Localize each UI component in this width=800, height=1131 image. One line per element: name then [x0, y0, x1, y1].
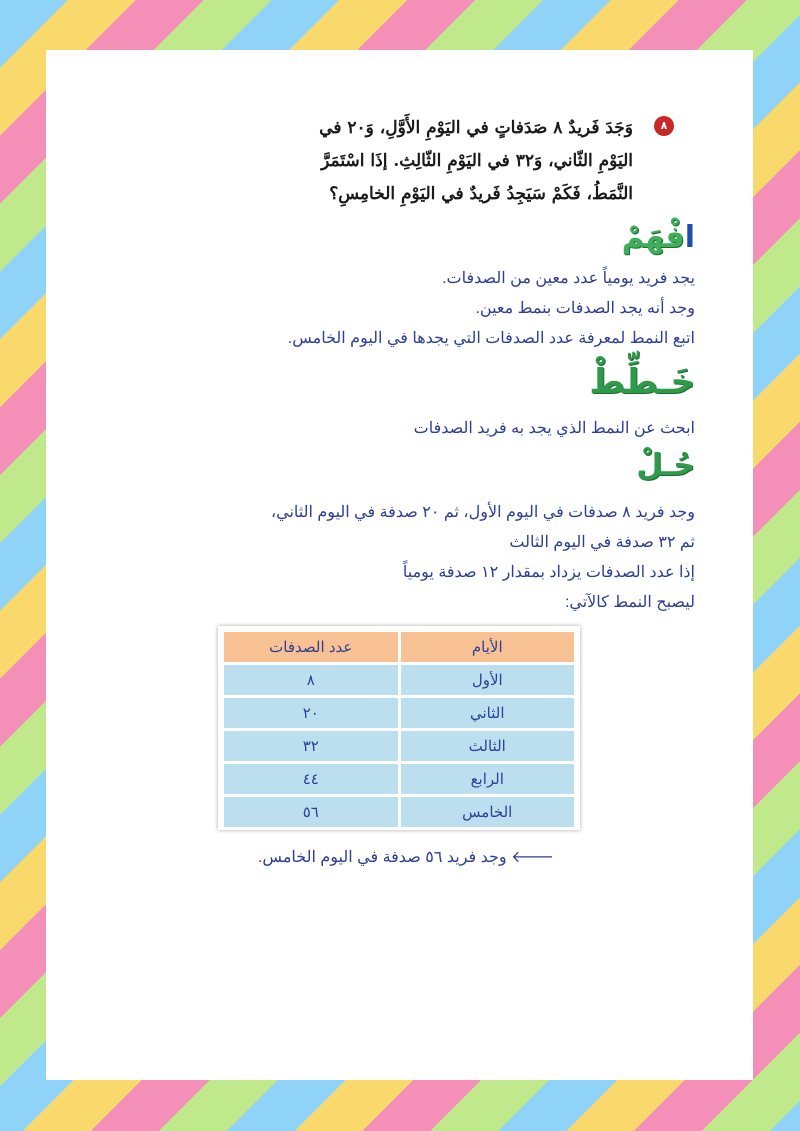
- plan-text: [75, 414, 695, 444]
- day-cell: الثاني: [401, 698, 575, 728]
- text-line: وجد أنه يجد الصدفات بنمط معين.: [475, 300, 695, 317]
- day-cell: الرابع: [401, 764, 575, 794]
- problem-line: وَجَدَ فَريدٌ ٨ صَدَفاتٍ في اليَوْمِ الأَوَّلِ، وَ٢٠ في: [319, 118, 633, 138]
- header-days: الأيام: [401, 632, 575, 662]
- problem-line: اليَوْمِ الثّاني، وَ٣٢ في اليَوْمِ الثّالِثِ. إذَا اسْتَمَرَّ: [321, 151, 633, 171]
- text-line: يجد فريد يومياً عدد معين من الصدفات.: [442, 270, 695, 287]
- understand-heading-first: ا: [684, 220, 695, 255]
- text-line: ثم ٣٢ صدفة في اليوم الثالث: [509, 534, 695, 551]
- table-row: [224, 797, 574, 827]
- plan-heading: خَـطِّطْ: [589, 362, 695, 402]
- understand-heading: [622, 220, 695, 255]
- solve-text: [75, 498, 695, 618]
- text-line: ليصبح النمط كالآتي:: [564, 594, 695, 611]
- text-line: ابحث عن النمط الذي يجد به فريد الصدفات: [413, 420, 695, 437]
- header-shell-count: عدد الصدفات: [224, 632, 398, 662]
- solve-heading: حُـلْ: [636, 448, 695, 483]
- table-row: [224, 764, 574, 794]
- arrow-left-icon: 🡐: [511, 849, 554, 866]
- table-row: [224, 731, 574, 761]
- table-row: [224, 698, 574, 728]
- worksheet-page: [46, 50, 753, 1080]
- count-cell: ٨: [224, 665, 398, 695]
- text-line: إذا عدد الصدفات يزداد بمقدار ١٢ صدفة يومياً: [402, 564, 695, 581]
- day-cell: الخامس: [401, 797, 575, 827]
- day-cell: الثالث: [401, 731, 575, 761]
- count-cell: ٥٦: [224, 797, 398, 827]
- pattern-table: [218, 626, 580, 830]
- conclusion: [246, 846, 566, 867]
- table-row: [224, 665, 574, 695]
- conclusion-text: وجد فريد ٥٦ صدفة في اليوم الخامس.: [257, 849, 507, 866]
- count-cell: ٢٠: [224, 698, 398, 728]
- text-line: وجد فريد ٨ صدفات في اليوم الأول، ثم ٢٠ صدفة في اليوم الثاني،: [270, 504, 695, 521]
- count-cell: ٤٤: [224, 764, 398, 794]
- text-line: اتبع النمط لمعرفة عدد الصدفات التي يجدها في اليوم الخامس.: [287, 330, 695, 347]
- count-cell: ٣٢: [224, 731, 398, 761]
- table-header-row: [224, 632, 574, 662]
- problem-line: النَّمَطُ، فَكَمْ سَيَجِدُ فَريدٌ في اليَوْمِ الخامِسِ؟: [329, 184, 633, 204]
- understand-heading-rest: فْهَمْ: [621, 220, 685, 255]
- problem-statement: [213, 112, 633, 211]
- day-cell: الأول: [401, 665, 575, 695]
- understand-text: [75, 264, 695, 354]
- problem-number-badge: ٨: [654, 116, 674, 136]
